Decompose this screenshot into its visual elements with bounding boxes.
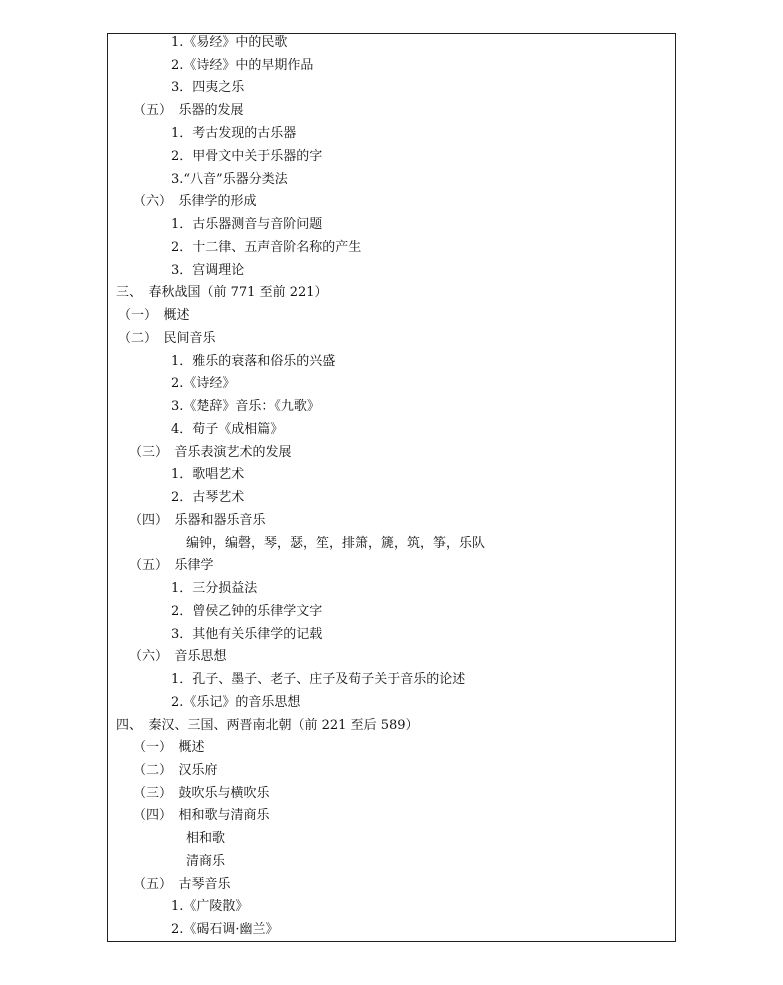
outline-item: 1．孔子、墨子、老子、庄子及荀子关于音乐的论述 [171, 672, 466, 687]
outline-subheading: （四） 乐器和器乐音乐 [129, 513, 266, 528]
outline-subheading: （四） 相和歌与清商乐 [133, 808, 270, 823]
outline-subheading: （一） 概述 [118, 308, 190, 323]
outline-item: 1.《广陵散》 [171, 899, 249, 914]
outline-item: 编钟，编磬，琴，瑟，笙，排箫，篪，筑，筝，乐队 [186, 536, 486, 551]
outline-item: 相和歌 [186, 831, 226, 846]
outline-subheading: （六） 乐律学的形成 [133, 194, 257, 209]
outline-item: 3．四夷之乐 [171, 80, 245, 95]
outline-subheading: （一） 概述 [133, 740, 205, 755]
outline-item: 2．甲骨文中关于乐器的字 [171, 149, 323, 164]
outline-heading: 四、 秦汉、三国、两晋南北朝（前 221 至后 589） [116, 718, 419, 733]
outline-item: 2.《诗经》中的早期作品 [171, 58, 314, 73]
outline-subheading: （五） 古琴音乐 [133, 877, 231, 892]
outline-item: 3．其他有关乐律学的记载 [171, 627, 323, 642]
outline-item: 2.《诗经》 [171, 376, 236, 391]
outline-subheading: （二） 民间音乐 [118, 331, 216, 346]
outline-item: 1．雅乐的衰落和俗乐的兴盛 [171, 354, 336, 369]
outline-subheading: （二） 汉乐府 [133, 763, 218, 778]
outline-subheading: （五） 乐器的发展 [133, 103, 244, 118]
outline-item: 1.《易经》中的民歌 [171, 35, 288, 50]
outline-item: 3.“八音”乐器分类法 [171, 172, 288, 187]
outline-item: 2．古琴艺术 [171, 490, 245, 505]
outline-item: 2.《碣石调·幽兰》 [171, 922, 279, 937]
outline-item: 3.《楚辞》音乐：《九歌》 [171, 399, 320, 414]
outline-subheading: （五） 乐律学 [129, 558, 214, 573]
outline-subheading: （三） 鼓吹乐与横吹乐 [133, 786, 270, 801]
outline-item: 1．考古发现的古乐器 [171, 126, 297, 141]
outline-item: 4．荀子《成相篇》 [171, 422, 284, 437]
outline-item: 2.《乐记》的音乐思想 [171, 695, 301, 710]
outline-item: 2．十二律、五声音阶名称的产生 [171, 240, 362, 255]
outline-subheading: （六） 音乐思想 [129, 649, 227, 664]
document-frame [107, 33, 676, 942]
outline-item: 2．曾侯乙钟的乐律学文字 [171, 604, 323, 619]
outline-item: 1．三分损益法 [171, 581, 258, 596]
outline-subheading: （三） 音乐表演艺术的发展 [129, 445, 292, 460]
outline-item: 1．古乐器测音与音阶问题 [171, 217, 323, 232]
outline-item: 清商乐 [186, 854, 226, 869]
outline-item: 3．宫调理论 [171, 263, 245, 278]
outline-item: 1．歌唱艺术 [171, 467, 245, 482]
outline-heading: 三、 春秋战国（前 771 至前 221） [116, 285, 328, 300]
